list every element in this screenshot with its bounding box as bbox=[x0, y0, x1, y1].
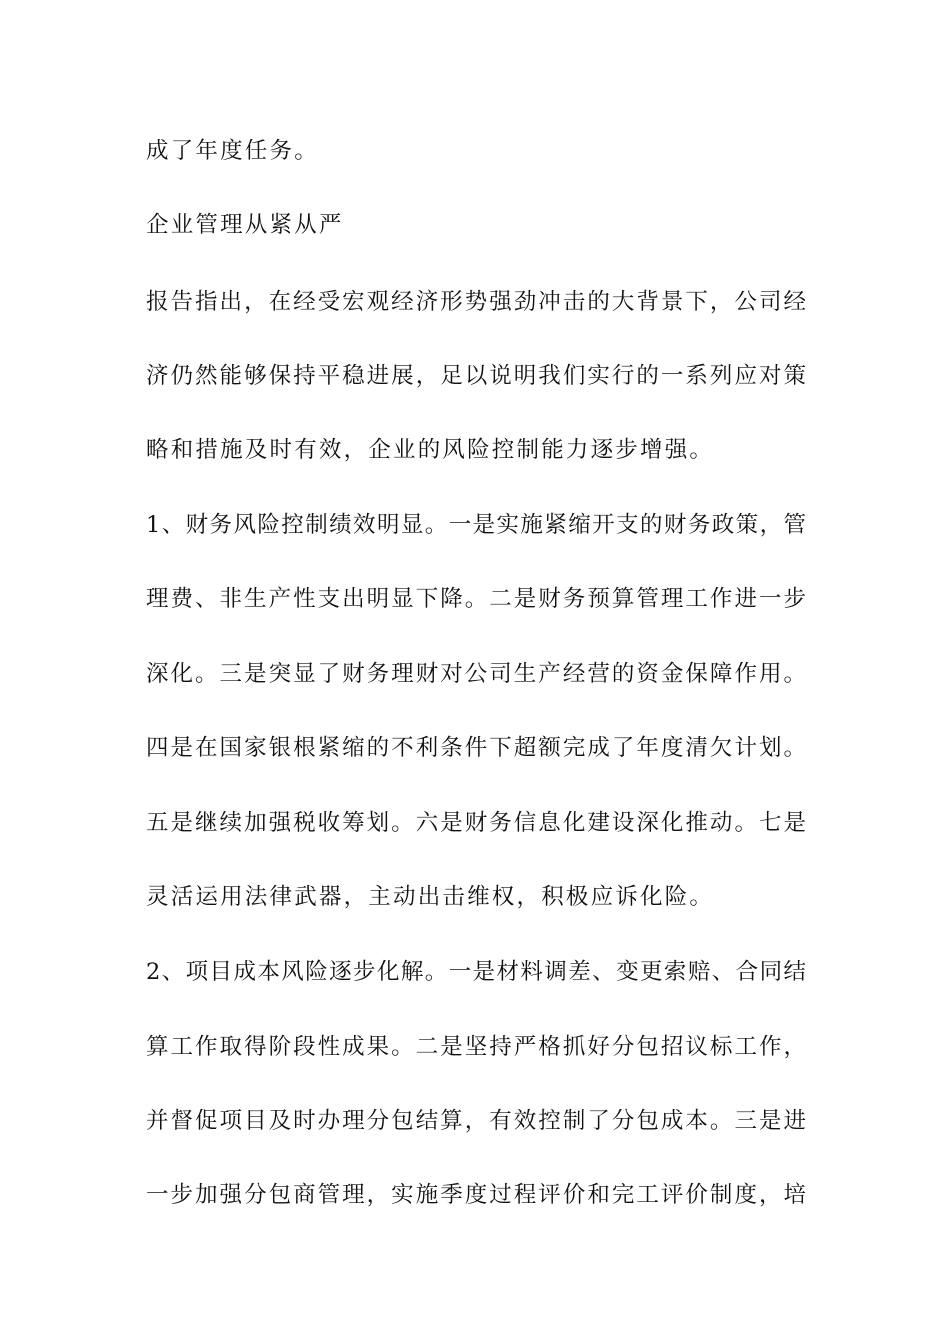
text-line: 1、财务风险控制绩效明显。一是实施紧缩开支的财务政策，管 bbox=[146, 512, 806, 538]
section-heading: 企业管理从紧从严 bbox=[146, 212, 344, 238]
text-line: 算工作取得阶段性成果。二是坚持严格抓好分包招议标工作， bbox=[146, 1034, 806, 1060]
text-line: 成了年度任务。 bbox=[146, 138, 319, 164]
text-line: 深化。三是突显了财务理财对公司生产经营的资金保障作用。 bbox=[146, 661, 806, 687]
text-line: 五是继续加强税收筹划。六是财务信息化建设深化推动。七是 bbox=[146, 810, 806, 836]
text-line: 报告指出，在经受宏观经济形势强劲冲击的大背景下，公司经 bbox=[146, 289, 806, 315]
text-line: 2、项目成本风险逐步化解。一是材料调差、变更索赔、合同结 bbox=[146, 959, 806, 985]
text-line: 略和措施及时有效，企业的风险控制能力逐步增强。 bbox=[146, 437, 715, 463]
text-line: 四是在国家银根紧缩的不利条件下超额完成了年度清欠计划。 bbox=[146, 735, 806, 761]
text-line: 一步加强分包商管理，实施季度过程评价和完工评价制度，培 bbox=[146, 1182, 806, 1208]
text-line: 理费、非生产性支出明显下降。二是财务预算管理工作进一步 bbox=[146, 586, 806, 612]
text-line: 济仍然能够保持平稳进展，足以说明我们实行的一系列应对策 bbox=[146, 363, 806, 389]
text-line: 灵活运用法律武器，主动出击维权，积极应诉化险。 bbox=[146, 884, 715, 910]
text-line: 并督促项目及时办理分包结算，有效控制了分包成本。三是进 bbox=[146, 1108, 806, 1134]
